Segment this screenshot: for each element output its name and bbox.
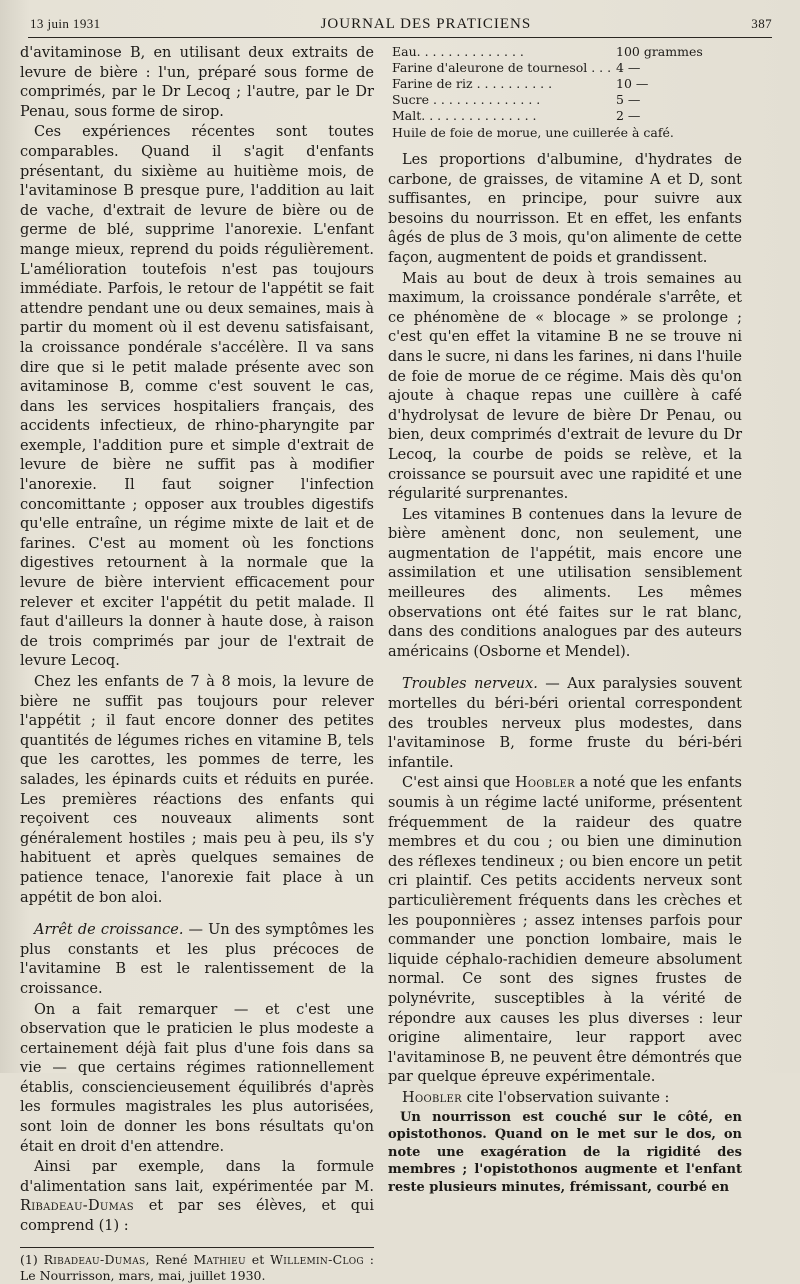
paragraph-text: a noté que les enfants soumis à un régime lacté uniforme, présentent fréquemment de la raideur des quatre membres et du cou ; ou bien une diminution des réflexes tendineux ; ou bien encore un petit cri plaintif. Ces petits accidents nerveux sont particulièrement fréquents dans les crèches et les pouponnières ; assez intenses parfois pour commander une ponction lombaire, mais le liquide céphalo-rachidien demeure absolument normal. Ce sont des signes frustes de polynévrite, susceptibles à la vérité de répondre aux causes les plus diverses : leur origine alimentaire, leur rapport avec l'avitaminose B, ne peuvent être démontrés que par quelque épreuve expérimentale. xyxy=(388,775,742,1086)
recipe-row xyxy=(392,108,742,124)
footnote xyxy=(20,1252,374,1284)
paragraph: On a fait remarquer — et c'est une observation que le praticien le plus modeste a certainement déjà fait plus d'une fois dans sa vie — que certains régimes rationnellement établis, consciencieusement équilibrés d'après les formules magistrales les plus autorisées, sont loin de donner les bons résultats qu'on était en droit d'en attendre. xyxy=(20,1001,374,1155)
recipe-qty: 5 — xyxy=(616,92,641,107)
footnote-mark: (1) xyxy=(20,1251,44,1267)
section-arret-paragraph xyxy=(20,921,374,999)
recipe-table xyxy=(392,44,742,141)
paragraph: d'avitaminose B, en utilisant deux extraits de levure de bière : l'un, préparé sous forme de comprimés, par le Dr Lecoq ; l'autre, par le Dr Penau, sous forme de sirop. xyxy=(20,45,374,120)
recipe-qty: 10 — xyxy=(616,76,649,91)
issue-date: 13 juin 1931 xyxy=(30,16,101,31)
paragraph-text: cite l'observation suivante : xyxy=(461,1089,670,1106)
header-rule xyxy=(28,37,772,38)
observation-block xyxy=(388,1109,742,1197)
paragraph-text: Ainsi par exemple, dans la formule d'alimentation sans lait, expérimentée par M. xyxy=(20,1159,374,1195)
paragraph: Les vitamines B contenues dans la levure de bière amènent donc, non seulement, une augmentation de l'appétit, mais encore une assimilation et une utilisation sensiblement meilleures des aliments. Les mêmes observations ont été faites sur le rat blanc, dans des conditions analogues par des auteurs américains (Osborne et Mendel). xyxy=(388,506,742,660)
section-heading: Arrêt de croissance. xyxy=(34,922,184,939)
author-name: Hoobler xyxy=(402,1089,462,1106)
recipe-row xyxy=(392,76,742,92)
paragraph xyxy=(388,774,742,1088)
paragraph: Mais au bout de deux à trois semaines au maximum, la croissance pondérale s'arrête, et ce phénomène de « blocage » se prolonge ; c'est qu'en effet la vitamine B ne se trouve ni dans le sucre, ni dans les farines, ni dans l'huile de foie de morue de ce régime. Mais dès qu'on ajoute à chaque repas une cuillère à café d'hydrolysat de levure de bière Dr Penau, ou bien, deux comprimés d'extrait de levure du Dr Lecoq, la courbe de poids se relève, et la croissance se poursuit avec une rapidité et une régularité surprenantes. xyxy=(388,270,742,503)
recipe-last-line: Huile de foie de morue, une cuillerée à café. xyxy=(392,125,674,140)
journal-title: JOURNAL DES PRATICIENS xyxy=(320,16,532,32)
section-gap xyxy=(20,908,374,921)
running-head xyxy=(20,14,780,37)
observation-text: Un nourrisson est couché sur le côté, en opistothonos. Quand on le met sur le dos, on note une exagération de la rigidité des membres ; l'opistothonos augmente et l'enfant reste plusieurs minutes, frémissant, courbé en xyxy=(388,1109,742,1195)
footnote-text: , René xyxy=(145,1251,194,1267)
paragraph xyxy=(20,1158,374,1236)
paragraph-text: et par ses élèves, et qui comprend (1) : xyxy=(20,1198,374,1235)
footnote-text: et xyxy=(245,1251,271,1267)
recipe-qty: 4 — xyxy=(616,60,641,75)
author-name: Ribadeau-Dumas xyxy=(20,1198,134,1215)
recipe-qty: 2 — xyxy=(616,108,641,123)
recipe-item: Sucre . . . . . . . . . . . . . . xyxy=(392,92,541,107)
recipe-item: Farine d'aleurone de tournesol . . . xyxy=(392,60,612,75)
left-column xyxy=(20,44,374,1284)
footnote-text: : Le Nourrisson, mars, mai, juillet 1930. xyxy=(20,1251,374,1283)
author-name: Willemin-Clog xyxy=(270,1251,364,1267)
recipe-item: Malt. . . . . . . . . . . . . . . xyxy=(392,108,537,123)
paragraph: Chez les enfants de 7 à 8 mois, la levure de bière ne suffit pas toujours pour relever l'appétit ; il faut encore donner des petites quantités de légumes riches en vitamine B, tels que les carottes, les pommes de terre, les salades, les épinards cuits et réduits en purée. Les premières réactions des enfants qui reçoivent ces nouveaux aliments sont généralement hostiles ; mais peu à peu, ils s'y habituent et après quelques semaines de patience tenace, l'anorexie fait place à un appétit de bon aloi. xyxy=(20,674,374,906)
section-troubles-paragraph xyxy=(388,675,742,773)
section-heading: Troubles nerveux. xyxy=(402,676,538,693)
recipe-item: Eau. . . . . . . . . . . . . . xyxy=(392,44,524,59)
paragraph xyxy=(388,1089,742,1109)
two-column-body xyxy=(20,44,780,1284)
paragraph-text: — Un des symptômes les plus constants et les plus précoces de l'avitamine B est le ralentissement de la croissance. xyxy=(20,922,375,997)
paragraph-text: — Aux paralysies souvent mortelles du béri-béri oriental correspondent des troubles nerveux plus modestes, dans l'avitaminose B, forme fruste du béri-béri infantile. xyxy=(388,676,742,771)
author-name: Mathieu xyxy=(193,1251,246,1267)
recipe-item: Farine de riz . . . . . . . . . . xyxy=(392,76,553,91)
recipe-row xyxy=(392,44,742,60)
recipe-qty: 100 grammes xyxy=(616,44,703,59)
author-name: Hoobler xyxy=(514,775,575,792)
recipe-row xyxy=(392,60,742,76)
recipe-row xyxy=(392,92,742,108)
right-column xyxy=(388,44,742,1284)
paragraph-text: C'est ainsi que xyxy=(402,775,515,792)
paragraph: Les proportions d'albumine, d'hydrates de carbone, de graisses, de vitamine A et D, sont suffisantes, en principe, pour suivre aux besoins du nourrisson. Et en effet, les enfants âgés de plus de 3 mois, qu'on alimente de cette façon, augmentent de poids et grandissent. xyxy=(388,152,742,266)
author-name: Ribadeau-Dumas xyxy=(43,1251,146,1267)
footnote-rule xyxy=(20,1247,374,1248)
section-gap xyxy=(388,662,742,675)
page-number: 387 xyxy=(751,16,772,31)
paragraph: Ces expériences récentes sont toutes comparables. Quand il s'agit d'enfants présentant, du sixième au huitième mois, de l'avitaminose B presque pure, l'addition au lait de vache, d'extrait de levure de bière ou de germe de blé, supprime l'anorexie. L'enfant mange mieux, reprend du poids régulièrement. L'amélioration toutefois n'est pas toujours immédiate. Parfois, le retour de l'appétit se fait attendre pendant une ou deux semaines, mais à partir du moment où il est devenu satisfaisant, la croissance pondérale s'accélère. Il va sans dire que si le petit malade présente avec son avitaminose B, comme c'est souvent le cas, dans les services hospitaliers français, des accidents infectieux, de rhino-pharyngite par exemple, l'addition pure et simple d'extrait de levure de bière ne suffit pas à modifier l'anorexie. Il faut soigner l'infection concomittante ; opposer aux troubles digestifs qu'elle entraîne, un régime mixte de lait et de farines. C'est au moment où les fonctions digestives retournent à la normale que la levure de bière intervient efficacement pour relever et exciter l'appétit du petit malade. Il faut d'ailleurs la donner à haute dose, à raison de trois comprimés par jour de l'extrait de levure Lecoq. xyxy=(20,124,374,670)
